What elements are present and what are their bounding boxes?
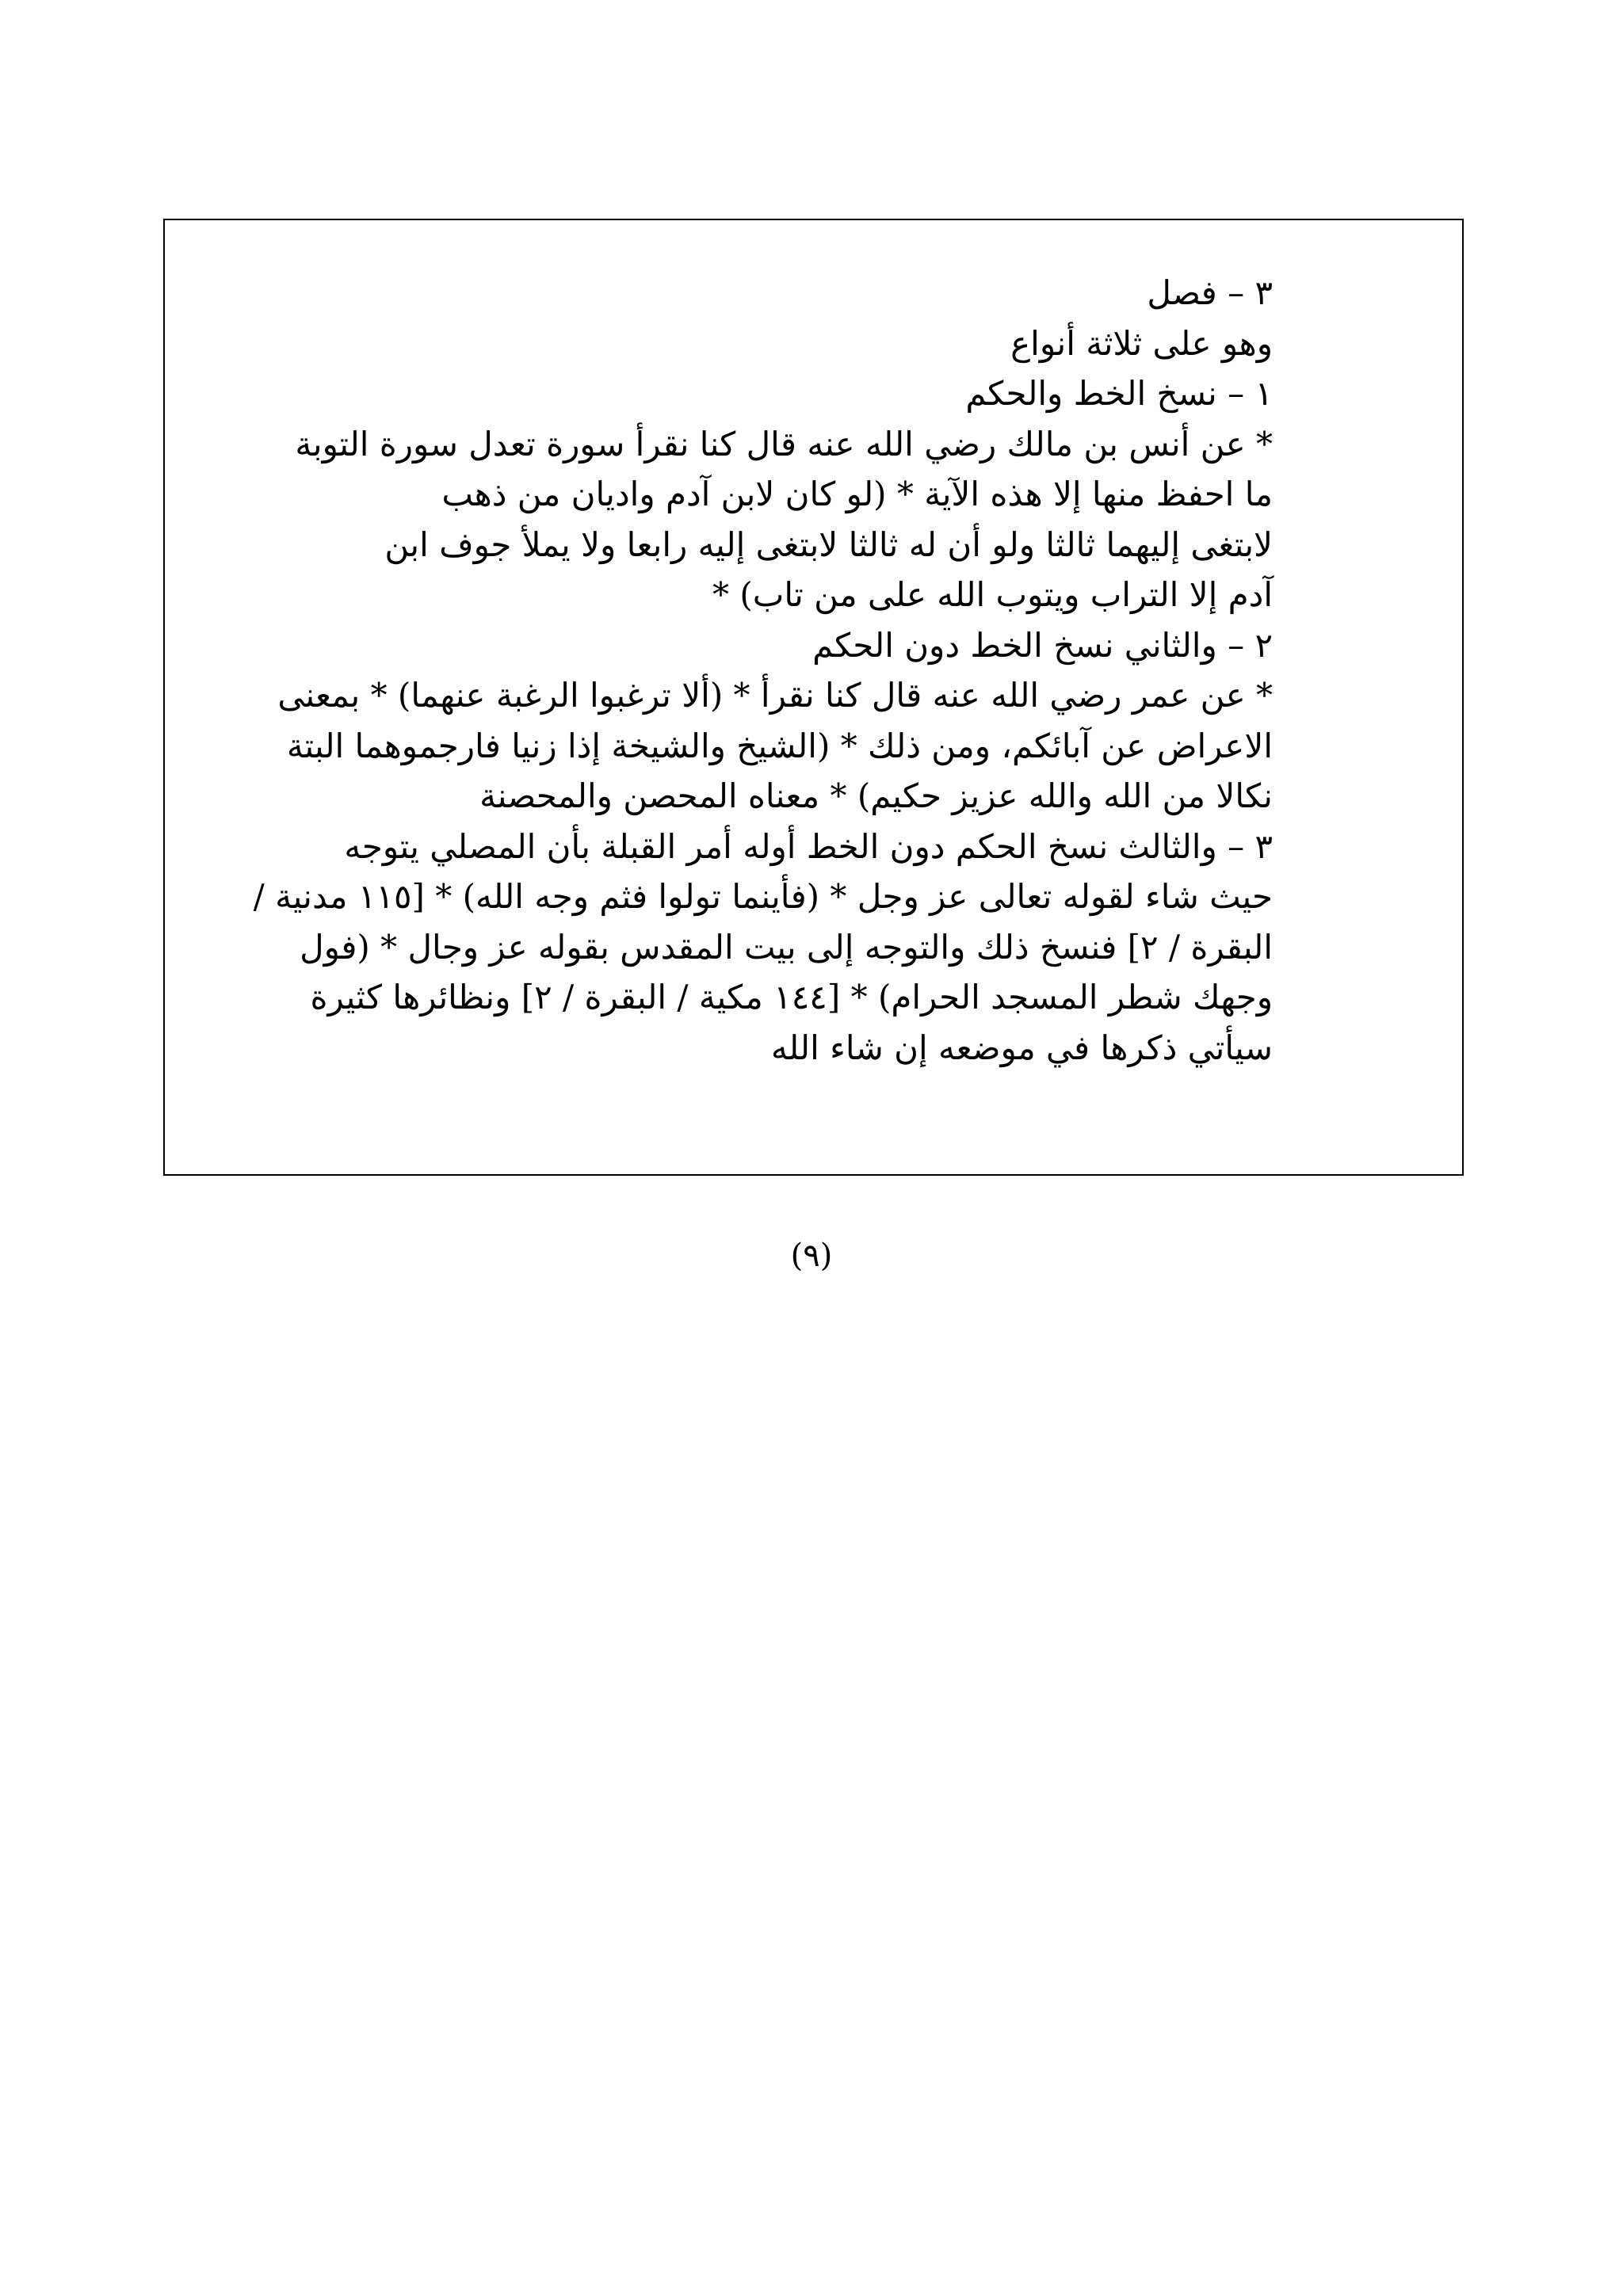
text-line: وهو على ثلاثة أنواع — [1010, 323, 1273, 363]
text-body — [165, 268, 1273, 1073]
subheading-line: ٢ – والثاني نسخ الخط دون الحكم — [812, 625, 1273, 665]
page-number: (٩) — [790, 1238, 833, 1274]
text-line: البقرة / ٢] فنسخ ذلك والتوجه إلى بيت المقدس بقوله عز وجال * (فول — [300, 927, 1273, 967]
subheading-line: ٣ – والثالث نسخ الحكم دون الخط أوله أمر القبلة بأن المصلي يتوجه — [344, 826, 1273, 866]
text-line: * عن عمر رضي الله عنه قال كنا نقرأ * (ألا ترغبوا الرغبة عنهما) * بمعنى — [277, 676, 1273, 715]
section-heading: ٣ – فصل — [1147, 273, 1273, 312]
text-line: نكالا من الله والله عزيز حكيم) * معناه المحصن والمحصنة — [479, 776, 1273, 815]
text-line: آدم إلا التراب ويتوب الله على من تاب) * — [712, 575, 1273, 614]
text-frame — [163, 219, 1464, 1176]
text-line: * عن أنس بن مالك رضي الله عنه قال كنا نقرأ سورة تعدل سورة التوبة — [295, 424, 1273, 463]
text-line: حيث شاء لقوله تعالى عز وجل * (فأينما تولوا فثم وجه الله) * [١١٥ مدنية / — [253, 877, 1273, 916]
text-line: الاعراض عن آبائكم، ومن ذلك * (الشيخ والشيخة إذا زنيا فارجموهما البتة — [286, 726, 1273, 765]
text-line: لابتغى إليهما ثالثا ولو أن له ثالثا لابتغى إليه رابعا ولا يملأ جوف ابن — [384, 524, 1273, 564]
text-line: ما احفظ منها إلا هذه الآية * (لو كان لابن آدم واديان من ذهب — [441, 475, 1273, 513]
subheading-line: ١ – نسخ الخط والحكم — [965, 374, 1273, 413]
text-line: سيأتي ذكرها في موضعه إن شاء الله — [770, 1028, 1273, 1067]
text-line: وجهك شطر المسجد الحرام) * [١٤٤ مكية / البقرة / ٢] ونظائرها كثيرة — [310, 978, 1273, 1016]
